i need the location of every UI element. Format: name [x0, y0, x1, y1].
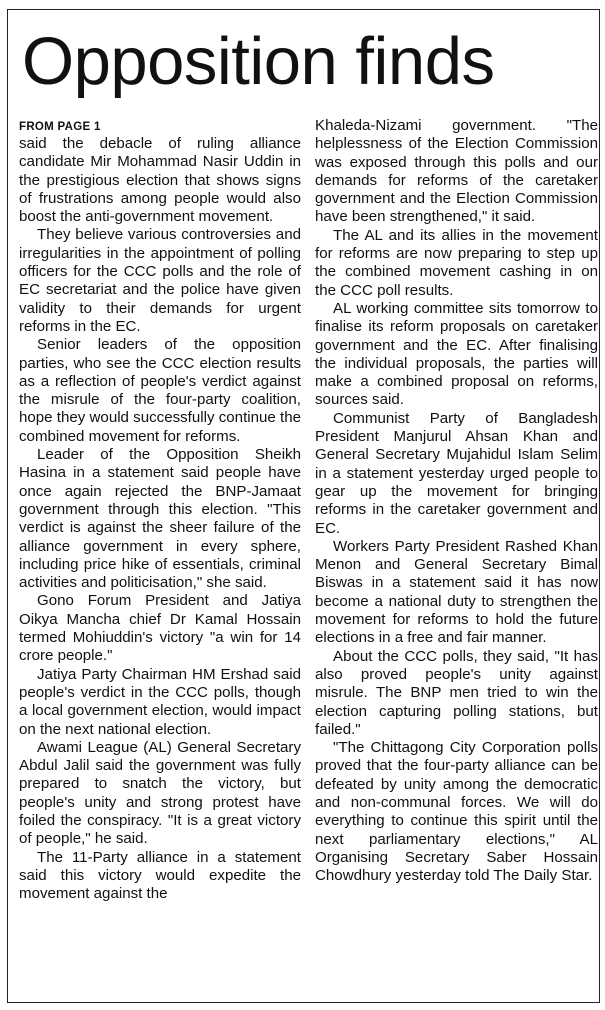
paragraph: Jatiya Party Chairman HM Ershad said people's verdict in the CCC polls, though a local government election, would impact on the next national election. [19, 665, 301, 738]
headline: Opposition finds [22, 24, 495, 99]
paragraph: "The Chittagong City Corporation polls proved that the four-party alliance can be defeated by unity among the democratic and non-communal forces. We will do everything to continue this spirit until the next parliamentary elections," AL Organising Secretary Saber Hossain Chowdhury yesterday told The Daily Star. [315, 739, 598, 885]
paragraph: Gono Forum President and Jatiya Oikya Mancha chief Dr Kamal Hossain termed Mohiuddin's victory "a win for 14 crore people." [19, 592, 301, 665]
paragraph: Communist Party of Bangladesh President Manjurul Ahsan Khan and General Secretary Mujahidul Islam Selim in a statement yesterday urged people to gear up the movement for bringing reforms in the caretaker government and EC. [315, 409, 598, 537]
paragraph: The AL and its allies in the movement for reforms are now preparing to step up the combined movement cashing in on the CCC poll results. [315, 226, 598, 299]
right-column [315, 117, 598, 885]
paragraph: said the debacle of ruling alliance candidate Mir Mohammad Nasir Uddin in the prestigious election that shows signs of frustrations among people would also boost the anti-government movement. [19, 135, 301, 226]
kicker: FROM PAGE 1 [19, 121, 101, 133]
paragraph: They believe various controversies and irregularities in the appointment of polling officers for the CCC polls and the role of EC secretariat and the police have given validity to their demands for urgent reforms in the EC. [19, 226, 301, 335]
paragraph: The 11-Party alliance in a statement said this victory would expedite the movement against the [19, 848, 301, 903]
news-clipping [7, 9, 600, 1003]
paragraph: AL working committee sits tomorrow to finalise its reform proposals on caretaker government and the EC. After finalising the individual proposals, the parties will make a combined proposal on reforms, sources said. [315, 299, 598, 409]
left-column [19, 118, 301, 903]
paragraph: Senior leaders of the opposition parties, who see the CCC election results as a reflection of people's verdict against the misrule of the four-party coalition, hope they would successfully continue the combined movement for reforms. [19, 336, 301, 445]
paragraph: Awami League (AL) General Secretary Abdul Jalil said the government was fully prepared to snatch the victory, but people's unity and strong protest have foiled the conspiracy. "It is a great victory of people," he said. [19, 738, 301, 848]
paragraph: Leader of the Opposition Sheikh Hasina in a statement said people have once again rejected the BNP-Jamaat government through this election. "This verdict is against the sheer failure of the alliance government in every sphere, including price hike of essentials, criminal activities and politicisation," she said. [19, 446, 301, 592]
paragraph: Khaleda-Nizami government. "The helplessness of the Election Commission was exposed through this polls and our demands for reforms of the caretaker government and the Election Commission have been strengthened," it said. [315, 117, 598, 226]
paragraph: About the CCC polls, they said, "It has also proved people's unity against misrule. The BNP men tried to win the election capturing polling stations, but failed." [315, 647, 598, 738]
paragraph: Workers Party President Rashed Khan Menon and General Secretary Bimal Biswas in a statement said it has now become a national duty to strengthen the movement for reforms to hold the future elections in a free and fair manner. [315, 537, 598, 647]
